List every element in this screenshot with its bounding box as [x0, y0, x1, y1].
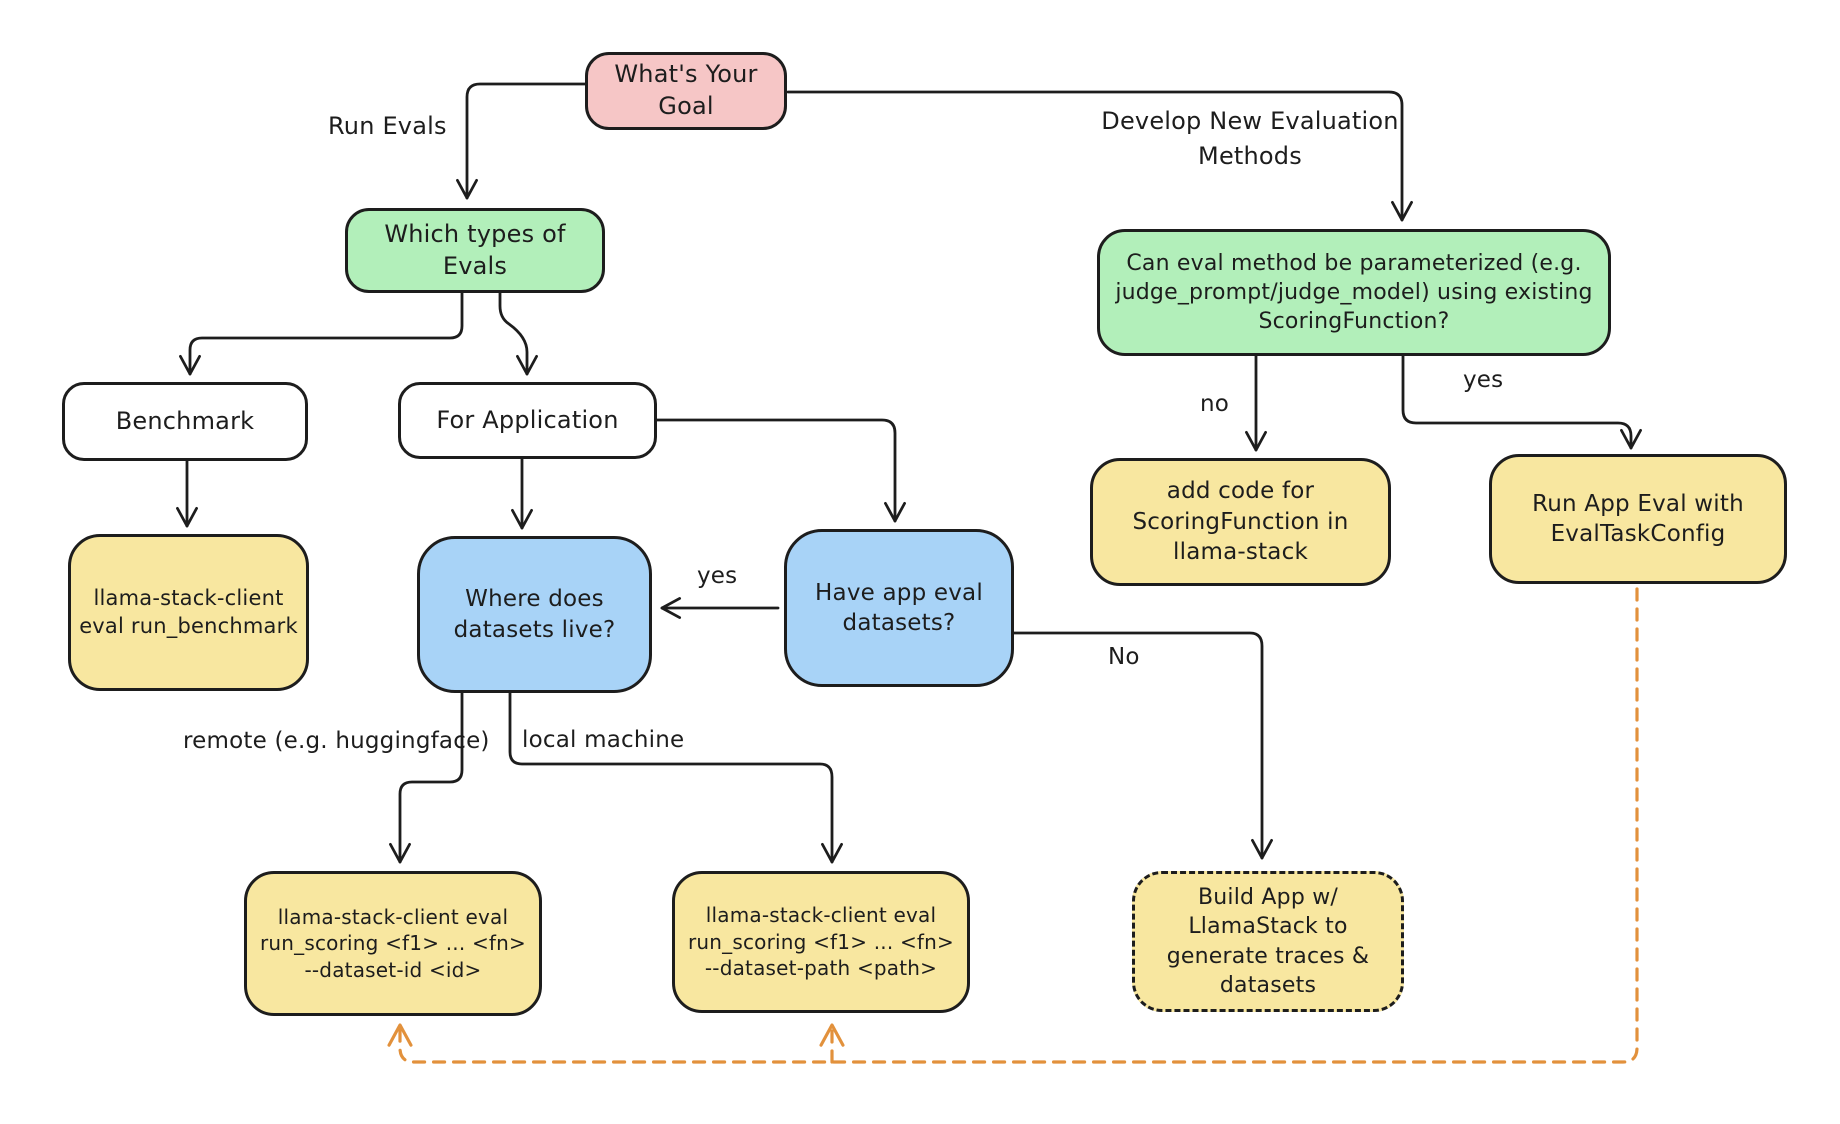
node-label: llama-stack-client eval run_benchmark — [79, 585, 298, 638]
edge-label-no-right: no — [1200, 391, 1230, 417]
node-run-app-eval-with-evaltaskconfig — [1489, 454, 1787, 584]
node-can-eval-method-be-parameterized — [1097, 229, 1611, 356]
node-label: llama-stack-client eval run_scoring <f1> ... <fn> --dataset-id <id> — [259, 904, 527, 982]
node-label: What's Your Goal — [614, 60, 758, 120]
edge-where-datasets-to-run-scoring-path — [510, 693, 832, 862]
edge-label-develop-new-evaluation-methods: Develop New Evaluation Methods — [1101, 107, 1399, 170]
edge-which-types-to-for-application — [500, 293, 527, 374]
node-label: Have app eval datasets? — [815, 579, 983, 636]
edge-label-remote-huggingface: remote (e.g. huggingface) — [183, 728, 490, 754]
node-run-scoring-dataset-id-command — [244, 871, 542, 1016]
edge-label-yes-right: yes — [1463, 367, 1504, 393]
node-run-scoring-dataset-path-command — [672, 871, 970, 1013]
node-label: For Application — [436, 405, 619, 434]
edge-for-application-to-have-datasets — [657, 420, 895, 521]
node-label: Where does datasets live? — [453, 586, 616, 643]
node-whats-your-goal — [585, 52, 787, 130]
node-label: llama-stack-client eval run_scoring <f1> ... <fn> --dataset-path <path> — [687, 903, 955, 981]
edge-which-types-to-benchmark — [190, 293, 462, 374]
node-label: Which types of Evals — [384, 219, 566, 280]
node-label: add code for ScoringFunction in llama-stack — [1132, 478, 1349, 566]
edge-label-no-middle: No — [1108, 644, 1140, 670]
node-label: Benchmark — [115, 406, 255, 435]
node-have-app-eval-datasets — [784, 529, 1014, 687]
edge-parameterized-to-run-app-eval — [1403, 356, 1631, 448]
node-which-types-of-evals — [345, 208, 605, 293]
node-add-code-for-scoringfunction — [1090, 458, 1391, 586]
node-label: Run App Eval with EvalTaskConfig — [1532, 490, 1744, 547]
edge-where-datasets-to-run-scoring-id — [400, 693, 462, 862]
edge-label-yes-middle: yes — [697, 563, 738, 589]
node-benchmark — [62, 382, 308, 461]
edge-label-local-machine: local machine — [522, 727, 685, 753]
edge-goal-to-which-types — [467, 84, 585, 198]
node-run-benchmark-command — [68, 534, 309, 691]
node-where-does-datasets-live — [417, 536, 652, 693]
edge-label-run-evals: Run Evals — [328, 112, 447, 140]
node-for-application — [398, 382, 657, 459]
node-label: Can eval method be parameterized (e.g. judge_prompt/judge_model) using existing ScoringFunction? — [1115, 250, 1593, 335]
node-label: Build App w/ LlamaStack to generate traces & datasets — [1166, 885, 1370, 998]
node-build-app-with-llamastack — [1132, 871, 1404, 1012]
